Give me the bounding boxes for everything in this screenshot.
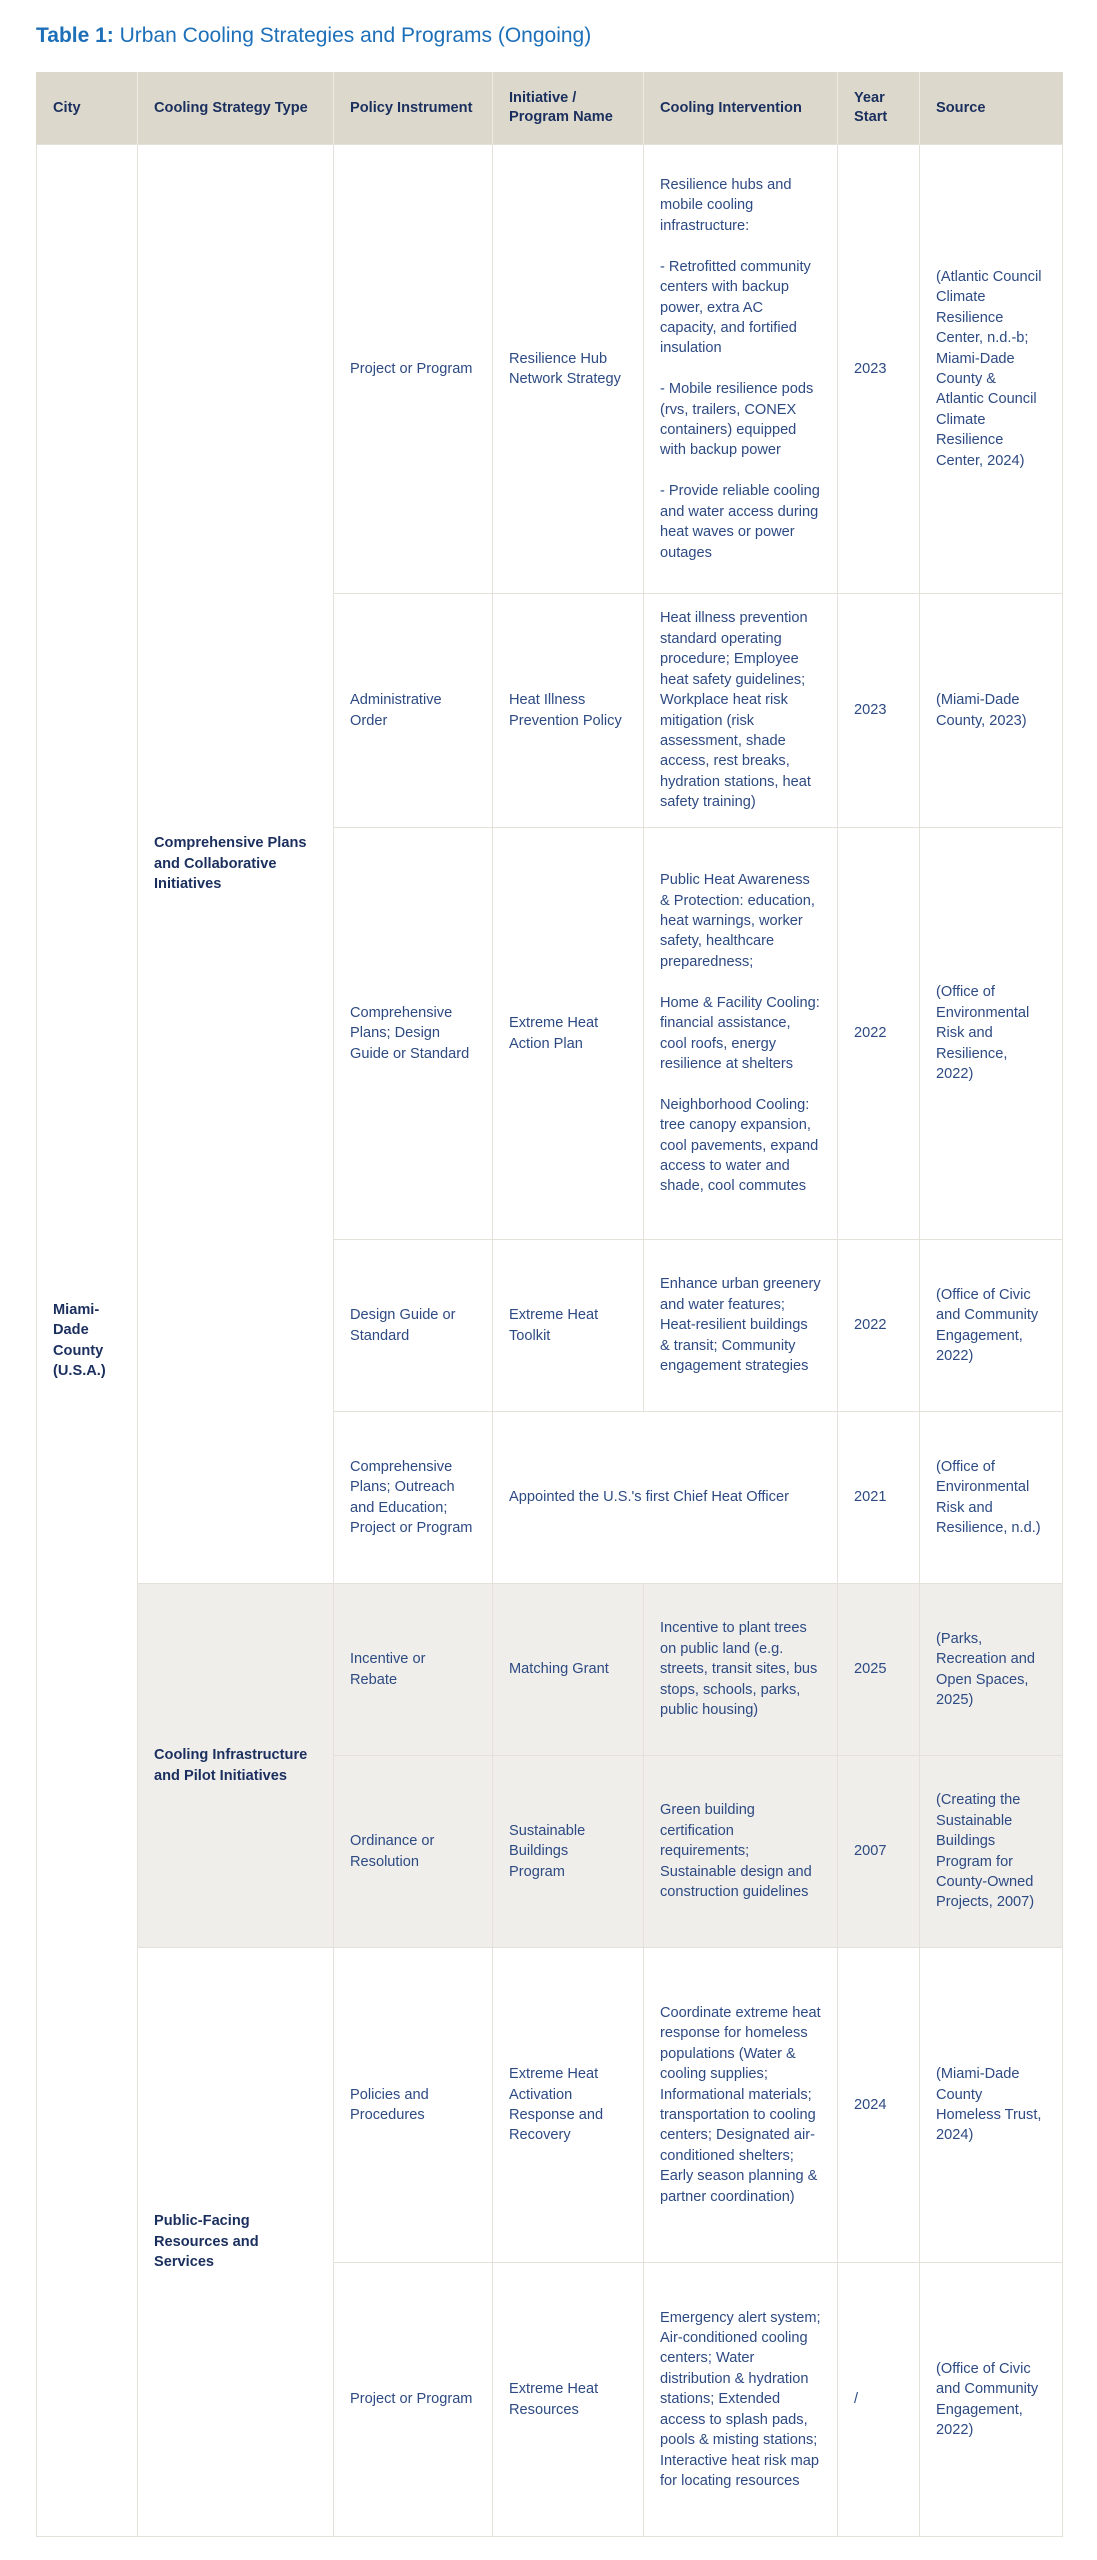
year-start-cell: 2007 [838,1756,920,1948]
cooling-strategies-table [36,72,1063,2537]
program-name-cell: Sustainable Buildings Program [493,1756,644,1948]
policy-instrument-cell: Comprehensive Plans; Outreach and Education; Project or Program [334,1412,493,1584]
source-cell: (Atlantic Council Climate Resilience Center, n.d.-b; Miami-Dade County & Atlantic Council Climate Resilience Center, 2024) [920,145,1063,594]
table-row [37,1948,1063,2263]
cooling-intervention-cell: Resilience hubs and mobile cooling infrastructure: - Retrofitted community centers with backup power, extra AC capacity, and fortified insulation - Mobile resilience pods (rvs, trailers, CONEX containers) equipped with backup power - Provide reliable cooling and water access during heat waves or power outages [644,145,838,594]
source-cell: (Office of Environmental Risk and Resilience, n.d.) [920,1412,1063,1584]
policy-instrument-cell: Design Guide or Standard [334,1240,493,1412]
program-name-cell: Extreme Heat Resources [493,2263,644,2537]
year-start-cell: 2022 [838,828,920,1240]
source-cell: (Creating the Sustainable Buildings Program for County-Owned Projects, 2007) [920,1756,1063,1948]
source-cell: (Office of Civic and Community Engagement, 2022) [920,2263,1063,2537]
source-cell: (Office of Civic and Community Engagement, 2022) [920,1240,1063,1412]
policy-instrument-cell: Administrative Order [334,594,493,828]
chief-heat-officer-cell: Appointed the U.S.'s first Chief Heat Officer [493,1412,838,1584]
cooling-intervention-cell: Coordinate extreme heat response for homeless populations (Water & cooling supplies; Informational materials; transportation to cooling centers; Designated air-conditioned shelters; Early season planning & partner coordination) [644,1948,838,2263]
header-cooling-intervention: Cooling Intervention [644,72,838,145]
year-start-cell: / [838,2263,920,2537]
table-caption [36,24,591,48]
program-name-cell: Extreme Heat Action Plan [493,828,644,1240]
table-row [37,1584,1063,1756]
year-start-cell: 2023 [838,145,920,594]
cooling-intervention-cell: Incentive to plant trees on public land (e.g. streets, transit sites, bus stops, schools, parks, public housing) [644,1584,838,1756]
cooling-intervention-cell: Heat illness prevention standard operating procedure; Employee heat safety guidelines; Workplace heat risk mitigation (risk assessment, shade access, rest breaks, hydration stations, heat safety training) [644,594,838,828]
strategy-type-cell: Comprehensive Plans and Collaborative Initiatives [138,145,334,1584]
strategy-type-cell: Cooling Infrastructure and Pilot Initiatives [138,1584,334,1948]
program-name-cell: Heat Illness Prevention Policy [493,594,644,828]
year-start-cell: 2022 [838,1240,920,1412]
source-cell: (Office of Environmental Risk and Resilience, 2022) [920,828,1063,1240]
year-start-cell: 2023 [838,594,920,828]
table-header-row [37,72,1063,145]
year-start-cell: 2025 [838,1584,920,1756]
year-start-cell: 2021 [838,1412,920,1584]
header-program-name: Initiative / Program Name [493,72,644,145]
table-caption-label: Table 1: [36,24,114,47]
table-caption-title: Urban Cooling Strategies and Programs (Ongoing) [119,24,592,47]
table-row [37,145,1063,594]
source-cell: (Miami-Dade County, 2023) [920,594,1063,828]
policy-instrument-cell: Incentive or Rebate [334,1584,493,1756]
header-city: City [37,72,138,145]
policy-instrument-cell: Project or Program [334,2263,493,2537]
cooling-intervention-cell: Enhance urban greenery and water features; Heat-resilient buildings & transit; Community engagement strategies [644,1240,838,1412]
program-name-cell: Extreme Heat Toolkit [493,1240,644,1412]
program-name-cell: Resilience Hub Network Strategy [493,145,644,594]
strategy-type-cell: Public-Facing Resources and Services [138,1948,334,2537]
policy-instrument-cell: Project or Program [334,145,493,594]
source-cell: (Miami-Dade County Homeless Trust, 2024) [920,1948,1063,2263]
policy-instrument-cell: Policies and Procedures [334,1948,493,2263]
cooling-intervention-cell: Green building certification requirements; Sustainable design and construction guidelines [644,1756,838,1948]
policy-instrument-cell: Comprehensive Plans; Design Guide or Standard [334,828,493,1240]
header-policy-instrument: Policy Instrument [334,72,493,145]
program-name-cell: Extreme Heat Activation Response and Recovery [493,1948,644,2263]
program-name-cell: Matching Grant [493,1584,644,1756]
cooling-intervention-cell: Public Heat Awareness & Protection: education, heat warnings, worker safety, healthcare preparedness; Home & Facility Cooling: financial assistance, cool roofs, energy resilience at shelters Neighborhood Cooling: tree canopy expansion, cool pavements, expand access to water and shade, cool commutes [644,828,838,1240]
city-cell: Miami-Dade County (U.S.A.) [37,145,138,2537]
source-cell: (Parks, Recreation and Open Spaces, 2025) [920,1584,1063,1756]
year-start-cell: 2024 [838,1948,920,2263]
policy-instrument-cell: Ordinance or Resolution [334,1756,493,1948]
header-source: Source [920,72,1063,145]
cooling-intervention-cell: Emergency alert system; Air-conditioned cooling centers; Water distribution & hydration stations; Extended access to splash pads, pools & misting stations; Interactive heat risk map for locating resources [644,2263,838,2537]
header-year-start: Year Start [838,72,920,145]
header-strategy-type: Cooling Strategy Type [138,72,334,145]
